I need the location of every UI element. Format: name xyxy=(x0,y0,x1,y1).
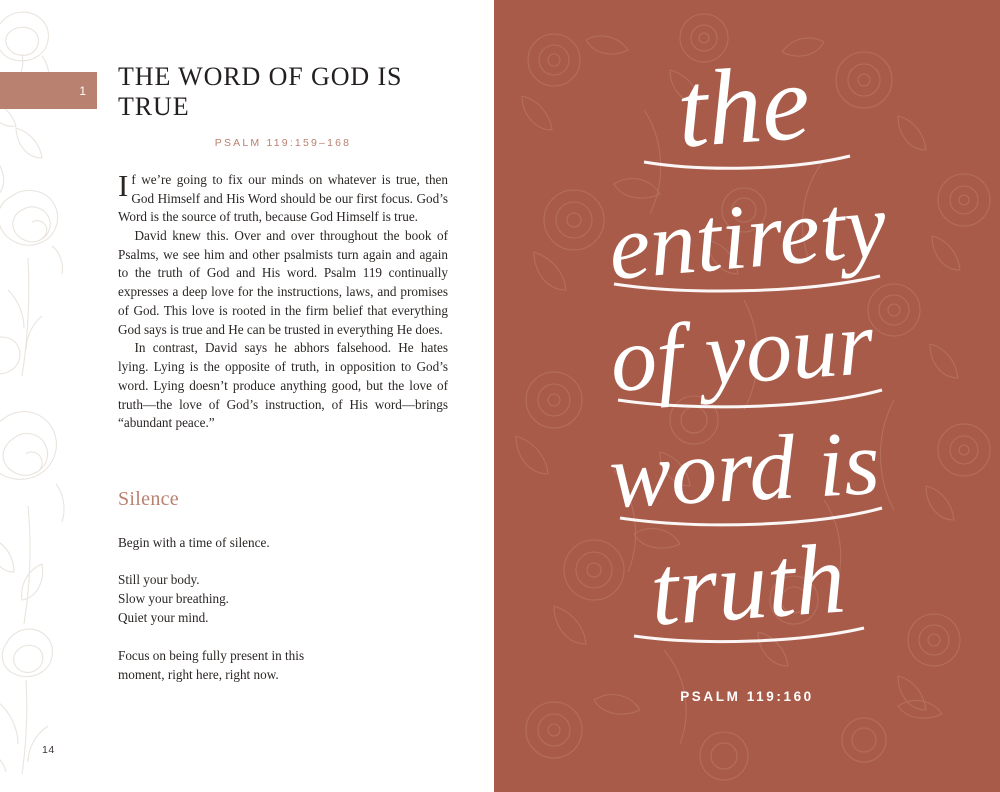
hand-lettered-scripture-art xyxy=(494,22,1000,682)
chapter-number: 1 xyxy=(79,83,87,98)
script-line-2: entirety xyxy=(604,173,891,300)
paragraph-1-text: f we’re going to fix our minds on whatever is true, then God Himself and His Word should be our first focus. God’s Word is the source of truth, because God Himself is true. xyxy=(118,171,448,225)
practice-prompts xyxy=(118,533,448,684)
drop-cap: I xyxy=(118,167,129,203)
floral-border-illustration xyxy=(0,0,122,792)
scripture-caption: PSALM 119:160 xyxy=(680,689,814,704)
prompt-line-2: Still your body. xyxy=(118,572,200,588)
prompt-line-5: Focus on being fully present in this xyxy=(118,647,305,663)
scripture-reference: PSALM 119:159–168 xyxy=(214,136,352,149)
left-page xyxy=(0,0,494,792)
script-line-3: of your xyxy=(606,291,877,412)
script-line-5: truth xyxy=(646,522,849,647)
prompt-line-1: Begin with a time of silence. xyxy=(118,535,270,551)
right-page xyxy=(494,0,1000,792)
script-line-1: the xyxy=(673,42,814,171)
prompt-line-6: moment, right here, right now. xyxy=(118,666,279,682)
prompt-gap-1 xyxy=(118,552,448,570)
left-page-content xyxy=(118,62,448,684)
section-heading-silence: Silence xyxy=(118,488,179,511)
paragraph-2: David knew this. Over and over throughout the book of Psalms, we see him and other psalmists turn again and again to the truth of God and His word. Psalm 119 continually expresses a deep love for the instructions, laws, and promises of God. This love is rooted in the firm belief that everything God says is true and He can be trusted in everything He does. xyxy=(118,227,448,337)
page-title: THE WORD OF GOD IS TRUE xyxy=(118,62,403,121)
paragraph-1 xyxy=(118,167,448,227)
prompt-line-4: Quiet your mind. xyxy=(118,610,209,626)
script-line-4: word is xyxy=(606,411,882,528)
prompt-line-3: Slow your breathing. xyxy=(118,591,229,607)
chapter-number-tab xyxy=(0,72,97,109)
prompt-gap-2 xyxy=(118,628,448,646)
paragraph-3: In contrast, David says he abhors falsehood. He hates lying. Lying is the opposite of truth, in opposition to God’s word. Lying doesn’t produce anything good, but the love of truth—the love of God’s instruction, of His word—brings “abundant peace.” xyxy=(118,340,448,431)
body-copy xyxy=(118,167,448,433)
page-number: 14 xyxy=(42,744,55,756)
